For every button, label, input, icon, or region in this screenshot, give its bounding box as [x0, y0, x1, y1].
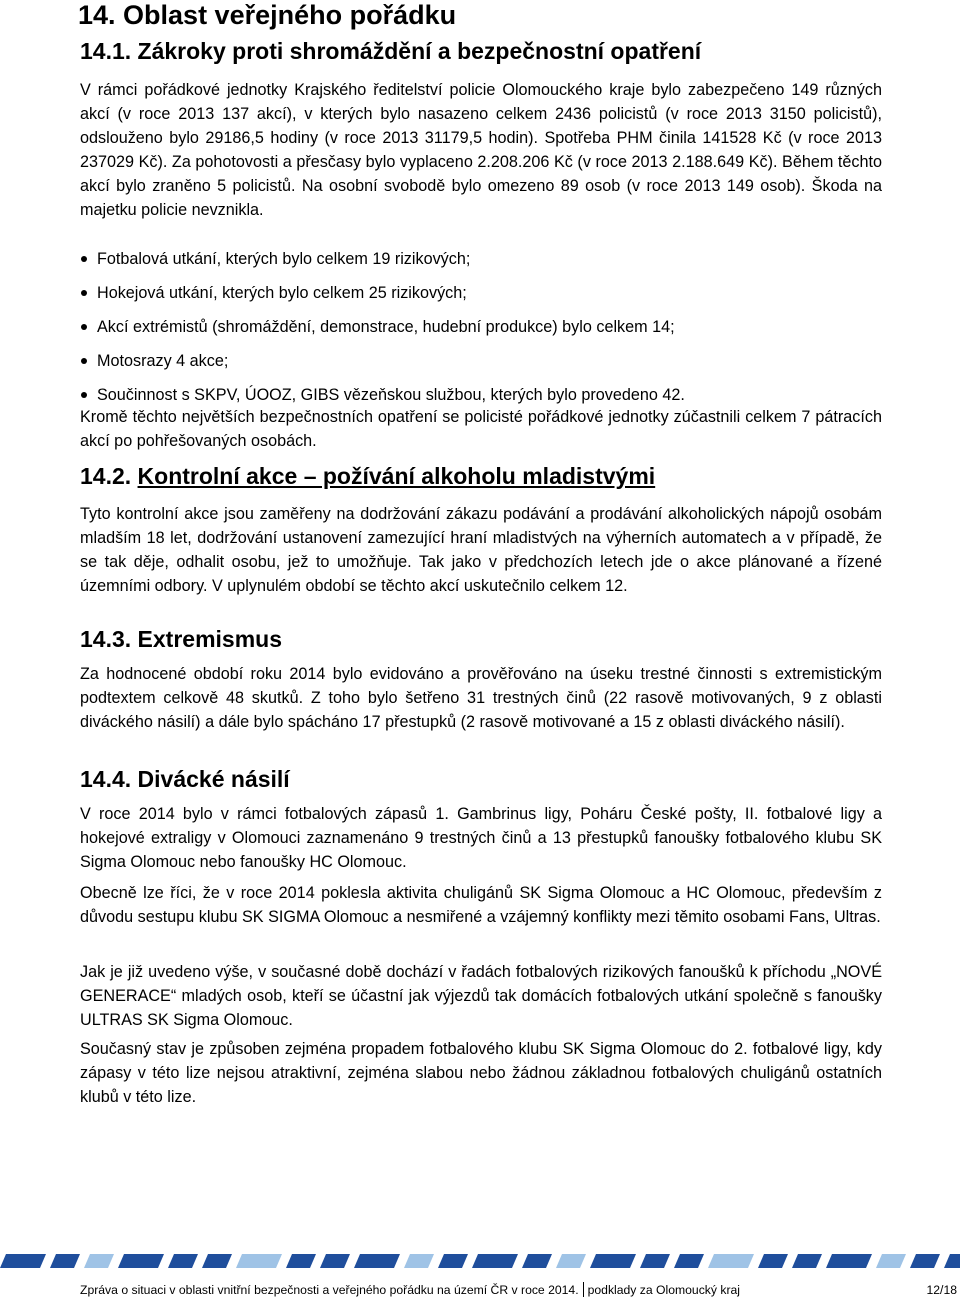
list-item: Motosrazy 4 akce;	[80, 349, 882, 373]
stripe-segment	[236, 1254, 282, 1268]
chapter-heading: 14. Oblast veřejného pořádku	[78, 0, 457, 30]
bullet-icon	[81, 290, 87, 296]
stripe-segment	[320, 1254, 350, 1268]
stripe-segment	[286, 1254, 316, 1268]
page-number: 12/18	[926, 1283, 957, 1297]
stripe-segment	[118, 1254, 164, 1268]
stripe-segment	[472, 1254, 518, 1268]
footer-report-title: Zpráva o situaci v oblasti vnitřní bezpečnosti a veřejného pořádku na území ČR v roce 2014.	[80, 1283, 579, 1297]
section-14-3-body	[80, 662, 882, 734]
section-title: 14.3. Extremismus	[80, 626, 283, 652]
stripe-segment	[84, 1254, 114, 1268]
stripe-segment	[826, 1254, 872, 1268]
section-title: 14.2. Kontrolní akce – požívání alkoholu mladistvými	[80, 463, 656, 489]
bullet-icon	[81, 392, 87, 398]
section-14-1	[80, 37, 882, 65]
stripe-segment	[50, 1254, 80, 1268]
list-item: Hokejová utkání, kterých bylo celkem 25 rizikových;	[80, 281, 882, 305]
paragraph: V roce 2014 bylo v rámci fotbalových zápasů 1. Gambrinus ligy, Poháru České pošty, II. fotbalové ligy a hokejové extraligy v Olomouci zaznamenáno 9 trestných činů a 13 přestupků fanoušky fotbalového klubu SK Sigma Olomouc nebo fanoušky HC Olomouc.	[80, 805, 882, 871]
measures-list	[80, 247, 882, 407]
section-title: 14.4. Divácké násilí	[80, 766, 290, 792]
bullet-icon	[81, 358, 87, 364]
section-14-2	[80, 462, 882, 490]
paragraph: Tyto kontrolní akce jsou zaměřeny na dodržování zákazu podávání a prodávání alkoholických nápojů osobám mladším 18 let, dodržování ustanovení zamezující hraní mladistvých na výherních automatech a v případě, že se tak děje, odhalit osobu, jež to umožňuje. Tak jako v předchozích letech jde o akce plánované a řízené územními odbory. V uplynulém období se těchto akcí uskutečnilo celkem 12.	[80, 505, 882, 595]
stripe-segment	[758, 1254, 788, 1268]
section-14-1-closing	[80, 405, 882, 453]
section-14-4-para-3	[80, 960, 882, 1032]
bullet-icon	[81, 324, 87, 330]
stripe-segment	[168, 1254, 198, 1268]
list-item: Součinnost s SKPV, ÚOOZ, GIBS vězeňskou službou, kterých bylo provedeno 42.	[80, 383, 882, 407]
stripe-segment	[674, 1254, 704, 1268]
stripe-segment	[202, 1254, 232, 1268]
stripe-segment	[404, 1254, 434, 1268]
bullet-icon	[81, 256, 87, 262]
section-14-4-para-1	[80, 802, 882, 874]
footer-decorative-stripe	[0, 1254, 960, 1268]
paragraph: Za hodnocené období roku 2014 bylo evidováno a prověřováno na úseku trestné činnosti s extremistickým podtextem celkově 48 skutků. Z toho bylo šetřeno 31 trestných činů (22 rasově motivovaných, 9 z oblasti diváckého násilí) a dále bylo spácháno 17 přestupků (2 rasově motivované a 15 z oblasti diváckého násilí).	[80, 665, 882, 731]
footer-separator	[583, 1282, 584, 1297]
paragraph: Kromě těchto největších bezpečnostních opatření se policisté pořádkové jednotky zúčastnili celkem 7 pátracích akcí po pohřešovaných osobách.	[80, 408, 882, 450]
stripe-segment	[910, 1254, 940, 1268]
section-14-1-body	[80, 78, 882, 222]
paragraph: V rámci pořádkové jednotky Krajského ředitelství policie Olomouckého kraje bylo zabezpečeno 149 různých akcí (v roce 2013 137 akcí), v kterých bylo nasazeno celkem 2436 policistů (v roce 2013 3150 policistů), odslouženo bylo 29186,5 hodiny (v roce 2013 31179,5 hodin). Spotřeba PHM činila 141528 Kč (v roce 2013 237029 Kč). Za pohotovosti a přesčasy bylo vyplaceno 2.208.206 Kč (v roce 2013 2.188.649 Kč). Během těchto akcí bylo zraněno 5 policistů. Na osobní svobodě bylo omezeno 89 osob (v roce 2013 149 osob). Škoda na majetku policie nevznikla.	[80, 81, 882, 219]
section-title: 14.1. Zákroky proti shromáždění a bezpečnostní opatření	[80, 38, 702, 64]
list-item: Fotbalová utkání, kterých bylo celkem 19 rizikových;	[80, 247, 882, 271]
section-14-4	[80, 765, 882, 793]
stripe-segment	[354, 1254, 400, 1268]
stripe-segment	[590, 1254, 636, 1268]
paragraph: Současný stav je způsoben zejména propadem fotbalového klubu SK Sigma Olomouc do 2. fotbalové ligy, kdy zápasy v této lize nejsou atraktivní, zejména slabou nebo žádnou základnou fotbalových chuligánů ostatních klubů v této lize.	[80, 1040, 882, 1106]
footer-text	[80, 1282, 740, 1298]
section-14-3	[80, 625, 882, 653]
paragraph: Jak je již uvedeno výše, v současné době dochází v řadách fotbalových rizikových fanoušků k příchodu „NOVÉ GENERACE“ mladých osob, kteří se účastní jak výjezdů tak domácích fotbalových utkání společně s fanoušky ULTRAS SK Sigma Olomouc.	[80, 963, 882, 1029]
paragraph: Obecně lze říci, že v roce 2014 poklesla aktivita chuligánů SK Sigma Olomouc a HC Olomouc, především z důvodu sestupu klubu SK SIGMA Olomouc a nesmiřené a vzájemný konflikty mezi těmito osobami Fans, Ultras.	[80, 884, 882, 926]
stripe-segment	[876, 1254, 906, 1268]
stripe-segment	[944, 1254, 960, 1268]
stripe-segment	[0, 1254, 46, 1268]
stripe-segment	[522, 1254, 552, 1268]
list-item: Akcí extrémistů (shromáždění, demonstrace, hudební produkce) bylo celkem 14;	[80, 315, 882, 339]
stripe-graphic	[0, 1254, 960, 1268]
page-footer	[80, 1282, 957, 1298]
section-14-4-para-4	[80, 1037, 882, 1109]
stripe-segment	[640, 1254, 670, 1268]
stripe-segment	[708, 1254, 754, 1268]
section-14-4-para-2	[80, 881, 882, 929]
stripe-segment	[438, 1254, 468, 1268]
footer-region: podklady za Olomoucký kraj	[587, 1283, 741, 1297]
section-14-2-body	[80, 502, 882, 598]
stripe-segment	[792, 1254, 822, 1268]
stripe-segment	[556, 1254, 586, 1268]
